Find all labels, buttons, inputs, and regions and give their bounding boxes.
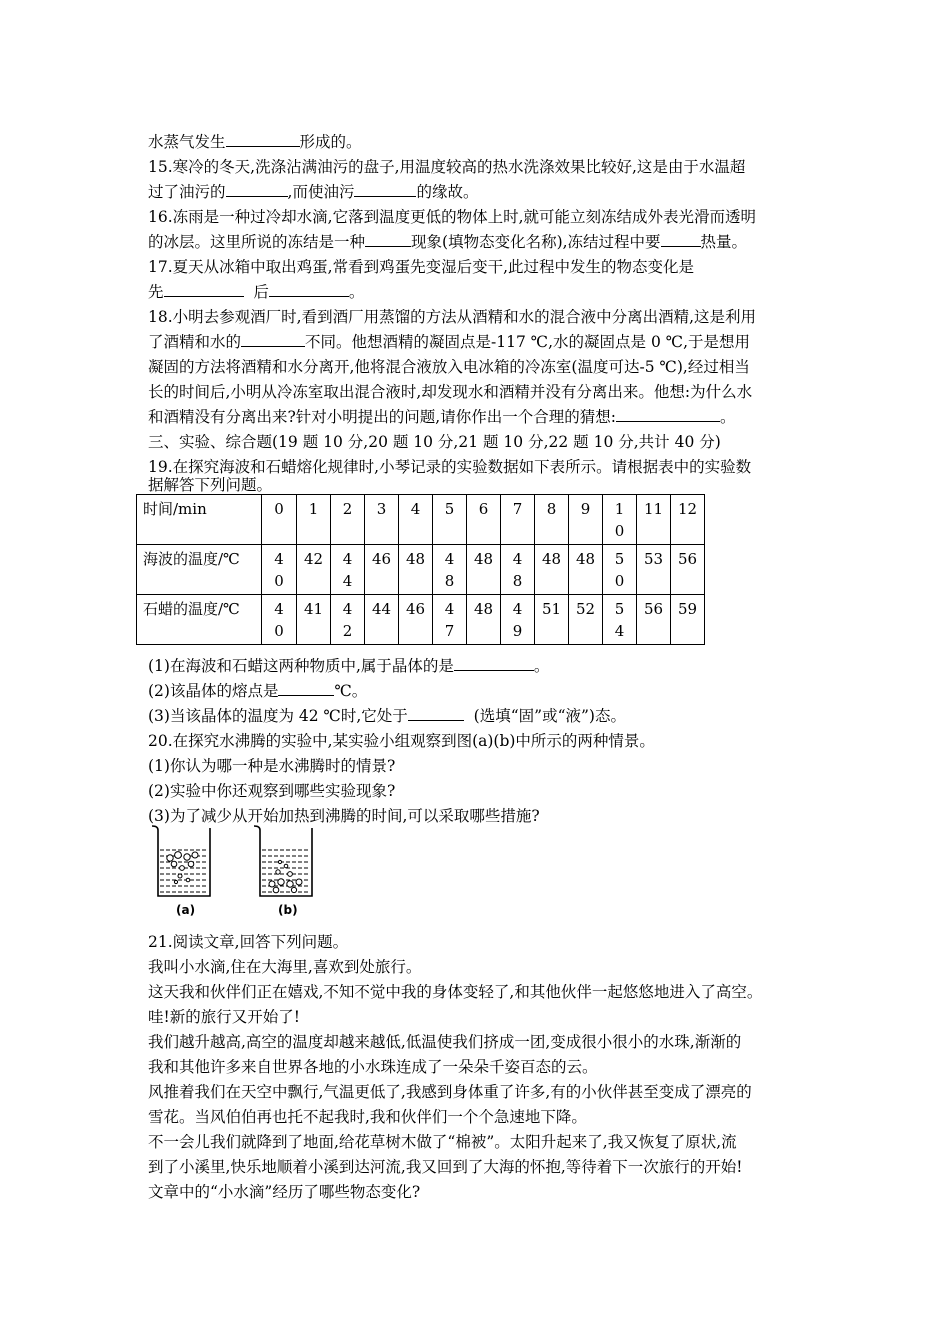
table-cell — [671, 495, 705, 545]
table-cell — [671, 545, 705, 595]
table-cell — [331, 495, 365, 545]
passage-line-2: 这天我和伙伴们正在嬉戏,不知不觉中我的身体变轻了,和其他伙伴一起悠悠地进入了高空。 — [148, 983, 763, 1001]
q20-part2: (2)实验中你还观察到哪些实验现象? — [148, 782, 396, 800]
cell-text: 41 — [303, 600, 324, 618]
text: (选填“固”或“液”)态。 — [473, 707, 626, 725]
text: 。 — [533, 657, 550, 675]
text: 水蒸气发生 — [148, 133, 226, 151]
answer-blank — [269, 282, 349, 297]
table-cell — [297, 595, 331, 645]
row-header — [137, 545, 262, 595]
table-cell — [297, 545, 331, 595]
section-heading: 三、实验、综合题(19 题 10 分,20 题 10 分,21 题 10 分,22 题 10 分,共计 40 分) — [148, 433, 721, 451]
table-cell — [637, 495, 671, 545]
text: ℃。 — [334, 682, 368, 700]
answer-blank — [661, 232, 701, 247]
passage-line-9: 到了小溪里,快乐地顺着小溪到达河流,我又回到了大海的怀抱,等待着下一次旅行的开始! — [148, 1158, 743, 1176]
table-cell — [399, 495, 433, 545]
line-q18-d: 长的时间后,小明从冷冻室取出混合液时,却发现水和酒精并没有分离出来。他想:为什么水 — [148, 383, 753, 401]
cell-text: 3 — [376, 500, 387, 518]
text: 。 — [719, 408, 736, 426]
passage-line-3: 哇!新的旅行又开始了! — [148, 1008, 300, 1026]
passage-line-6: 风推着我们在天空中飘行,气温更低了,我感到身体重了许多,有的小伙伴甚至变成了漂亮的 — [148, 1083, 752, 1101]
cell-text: 4 — [512, 550, 523, 568]
cell-text: 48 — [541, 550, 562, 568]
table-cell — [399, 595, 433, 645]
table-cell — [467, 495, 501, 545]
passage-line-7: 雪花。当风伯伯再也托不起我时,我和伙伴们一个个急速地下降。 — [148, 1108, 587, 1126]
row-header-text: 石蜡的温度/℃ — [143, 600, 240, 618]
question-16: 16.冻雨是一种过冷却水滴,它落到温度更低的物体上时,就可能立刻冻结成外表光滑而透明 — [148, 208, 757, 226]
table-cell — [569, 495, 603, 545]
beaker-a-figure — [150, 822, 216, 900]
cell-text: 4 — [614, 622, 625, 640]
table-cell — [433, 495, 467, 545]
table-row — [137, 495, 705, 545]
cell-text: 0 — [274, 500, 284, 518]
table-cell — [297, 495, 331, 545]
table-cell — [399, 545, 433, 595]
text: 后 — [253, 283, 269, 301]
cell-text: 0 — [614, 522, 625, 540]
line-q19-b: 据解答下列问题。 — [148, 476, 273, 494]
beaker-b-figure — [252, 822, 318, 900]
passage-line-8: 不一会儿我们就降到了地面,给花草树木做了“棉被”。太阳升起来了,我又恢复了原状,流 — [148, 1133, 737, 1151]
line-q18-b — [148, 332, 750, 352]
answer-blank — [354, 182, 416, 197]
table-cell — [365, 545, 399, 595]
q19-part2 — [148, 681, 367, 701]
row-header-text: 时间/min — [143, 500, 207, 518]
table-cell — [501, 495, 535, 545]
question-18: 18.小明去参观酒厂时,看到酒厂用蒸馏的方法从酒精和水的混合液中分离出酒精,这是利用 — [148, 308, 757, 326]
passage-line-4: 我们越升越高,高空的温度却越来越低,低温使我们挤成一团,变成很小很小的水珠,渐渐的 — [148, 1033, 742, 1051]
table-cell — [433, 545, 467, 595]
table-cell — [365, 595, 399, 645]
text: 和酒精没有分离出来?针对小明提出的问题,请你作出一个合理的猜想: — [148, 408, 616, 426]
cell-text: 12 — [677, 500, 698, 518]
cell-text: 1 — [308, 500, 319, 518]
text: 过了油污的 — [148, 183, 226, 201]
table-cell — [535, 495, 569, 545]
figure-a-label: (a) — [176, 903, 196, 917]
cell-text: 5 — [614, 600, 625, 618]
question-20: 20.在探究水沸腾的实验中,某实验小组观察到图(a)(b)中所示的两种情景。 — [148, 732, 655, 750]
table-cell — [637, 545, 671, 595]
cell-text: 48 — [575, 550, 596, 568]
cell-text: 42 — [303, 550, 324, 568]
table-cell — [535, 595, 569, 645]
passage-line-5: 我和其他许多来自世界各地的小水珠连成了一朵朵千姿百态的云。 — [148, 1058, 598, 1076]
table-row — [137, 545, 705, 595]
cell-text: 56 — [677, 550, 698, 568]
cell-text: 1 — [614, 500, 625, 518]
bubbles-large-bottom — [269, 860, 302, 892]
table-cell — [262, 595, 297, 645]
table-cell — [637, 595, 671, 645]
cell-text: 48 — [405, 550, 426, 568]
figure-b-label: (b) — [278, 903, 298, 917]
cell-text: 8 — [546, 500, 557, 518]
table-cell — [331, 595, 365, 645]
cell-text: 4 — [444, 550, 455, 568]
q19-part3 — [148, 706, 626, 726]
text: 不同。他想酒精的凝固点是-117 ℃,水的凝固点是 0 ℃,于是想用 — [305, 333, 751, 351]
cell-text: 8 — [444, 572, 455, 590]
q20-part3: (3)为了减少从开始加热到沸腾的时间,可以采取哪些措施? — [148, 807, 540, 825]
text: 形成的。 — [299, 133, 362, 151]
row-header-text: 海波的温度/℃ — [143, 550, 240, 568]
q20-part1: (1)你认为哪一种是水沸腾时的情景? — [148, 757, 396, 775]
table-cell — [569, 545, 603, 595]
cell-text: 46 — [405, 600, 426, 618]
cell-text: 51 — [541, 600, 562, 618]
line-q15-b — [148, 182, 478, 202]
cell-text: 48 — [473, 600, 494, 618]
text: 的缘故。 — [416, 183, 479, 201]
table-cell — [535, 545, 569, 595]
line-q18-c: 凝固的方法将酒精和水分离开,他将混合液放入电冰箱的冷冻室(温度可达-5 ℃),经过相当 — [148, 358, 750, 376]
beaker-outline — [152, 826, 210, 896]
table-cell — [331, 545, 365, 595]
answer-blank — [454, 656, 534, 671]
line-q16-b — [148, 232, 747, 252]
cell-text: 4 — [342, 572, 353, 590]
cell-text: 59 — [677, 600, 698, 618]
cell-text: 53 — [643, 550, 664, 568]
cell-text: 56 — [643, 600, 664, 618]
cell-text: 0 — [274, 622, 284, 640]
cell-text: 9 — [580, 500, 591, 518]
answer-blank — [226, 132, 300, 147]
answer-blank — [278, 681, 334, 696]
cell-text: 44 — [371, 600, 392, 618]
cell-text: 7 — [512, 500, 523, 518]
answer-blank — [408, 706, 464, 721]
cell-text: 48 — [473, 550, 494, 568]
table-cell — [501, 595, 535, 645]
question-21: 21.阅读文章,回答下列问题。 — [148, 933, 349, 951]
answer-blank — [365, 232, 411, 247]
text: (2)该晶体的熔点是 — [148, 682, 279, 700]
text: 的冰层。这里所说的冻结是一种 — [148, 233, 366, 251]
table-cell — [262, 545, 297, 595]
cell-text: 4 — [512, 600, 523, 618]
table-cell — [603, 545, 637, 595]
cell-text: 11 — [643, 500, 664, 518]
table-cell — [501, 545, 535, 595]
answer-blank — [164, 282, 244, 297]
line-q14-end — [148, 132, 362, 152]
table-cell — [467, 545, 501, 595]
table-cell — [262, 495, 297, 545]
cell-text: 4 — [342, 600, 353, 618]
cell-text: 52 — [575, 600, 596, 618]
cell-text: 0 — [614, 572, 625, 590]
table-cell — [603, 595, 637, 645]
cell-text: 5 — [614, 550, 625, 568]
text: 热量。 — [700, 233, 748, 251]
table-cell — [671, 595, 705, 645]
table-row — [137, 595, 705, 645]
cell-text: 4 — [342, 550, 353, 568]
text: (1)在海波和石蜡这两种物质中,属于晶体的是 — [148, 657, 454, 675]
question-17: 17.夏天从冰箱中取出鸡蛋,常看到鸡蛋先变湿后变干,此过程中发生的物态变化是 — [148, 258, 695, 276]
table-cell — [433, 595, 467, 645]
melting-data-table — [136, 494, 705, 645]
cell-text: 2 — [342, 500, 353, 518]
cell-text: 0 — [274, 572, 284, 590]
table-cell — [603, 495, 637, 545]
answer-blank — [241, 332, 305, 347]
text: (3)当该晶体的温度为 42 ℃时,它处于 — [148, 707, 408, 725]
table-cell — [365, 495, 399, 545]
passage-line-1: 我叫小水滴,住在大海里,喜欢到处旅行。 — [148, 958, 422, 976]
text: 先 — [148, 283, 164, 301]
beaker-outline — [254, 826, 312, 896]
table-cell — [569, 595, 603, 645]
q21-question: 文章中的“小水滴”经历了哪些物态变化? — [148, 1183, 421, 1201]
cell-text: 46 — [371, 550, 392, 568]
text: 了酒精和水的 — [148, 333, 242, 351]
q19-part1 — [148, 656, 549, 676]
answer-blank — [616, 407, 720, 422]
question-19: 19.在探究海波和石蜡熔化规律时,小琴记录的实验数据如下表所示。请根据表中的实验数 — [148, 458, 752, 476]
cell-text: 5 — [444, 500, 455, 518]
line-q18-e — [148, 407, 735, 427]
row-header — [137, 495, 262, 545]
text: ,而使油污 — [287, 183, 355, 201]
question-15: 15.寒冷的冬天,洗涤沾满油污的盘子,用温度较高的热水洗涤效果比较好,这是由于水温超 — [148, 158, 746, 176]
cell-text: 9 — [512, 622, 523, 640]
row-header — [137, 595, 262, 645]
cell-text: 4 — [274, 550, 284, 568]
text: 。 — [348, 283, 365, 301]
text: 现象(填物态变化名称),冻结过程中要 — [411, 233, 661, 251]
line-q17-b — [148, 282, 364, 302]
cell-text: 8 — [512, 572, 523, 590]
answer-blank — [226, 182, 288, 197]
cell-text: 4 — [274, 600, 284, 618]
cell-text: 7 — [444, 622, 455, 640]
cell-text: 2 — [342, 622, 353, 640]
table-cell — [467, 595, 501, 645]
cell-text: 4 — [444, 600, 455, 618]
cell-text: 4 — [410, 500, 421, 518]
cell-text: 6 — [478, 500, 489, 518]
